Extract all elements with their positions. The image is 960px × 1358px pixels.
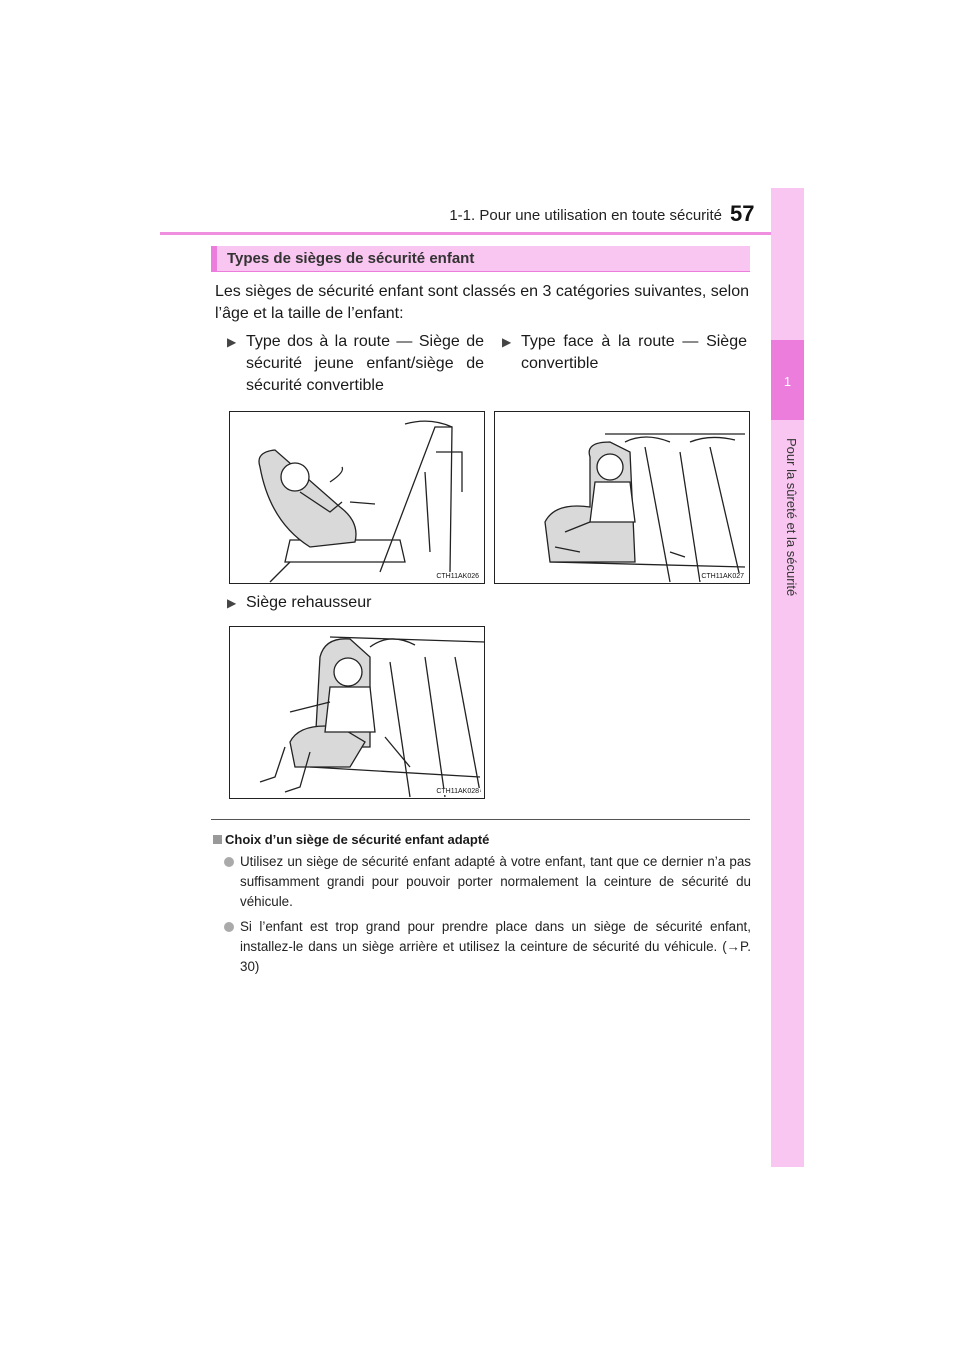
page-number: 57 [730, 201, 755, 226]
illustration-forward-facing-seat [494, 411, 750, 584]
header-section-title: 1-1. Pour une utilisation en toute sécurité [449, 207, 722, 224]
option-caption-rear-facing [227, 331, 484, 397]
section-title-bar [211, 246, 750, 272]
rear-facing-seat-drawing [230, 412, 486, 585]
circle-bullet-icon [224, 922, 234, 932]
option-caption-text: Type dos à la route — Siège de sécurité jeune enfant/siège de sécurité convertible [246, 333, 484, 394]
option-caption-text: Siège rehausseur [246, 594, 372, 611]
subsection-heading-text: Choix d’un siège de sécurité enfant adapté [225, 832, 490, 847]
bullet-text: Si l’enfant est trop grand pour prendre place dans un siège de sécurité enfant, installez-le dans un siège arrière et utilisez la ceinture de sécurité du véhicule. (→P. 30) [240, 919, 751, 974]
triangle-right-icon: ▶ [227, 335, 237, 349]
square-bullet-icon [213, 835, 222, 844]
intro-paragraph: Les sièges de sécurité enfant sont classés en 3 catégories suivantes, selon l’âge et la taille de l’enfant: [215, 283, 749, 322]
body-divider [211, 819, 750, 820]
triangle-right-icon: ▶ [227, 596, 237, 610]
option-caption-forward-facing [502, 331, 747, 375]
chapter-label: Pour la sûreté et la sécurité [784, 438, 799, 597]
bullet-item [224, 852, 751, 912]
illustration-booster-seat [229, 626, 485, 799]
chapter-number: 1 [783, 374, 792, 389]
illustration-rear-facing-seat [229, 411, 485, 584]
chapter-tab-band [771, 188, 804, 1167]
section-title: Types de sièges de sécurité enfant [227, 250, 475, 267]
option-caption-booster [227, 592, 484, 614]
forward-facing-seat-drawing [495, 412, 751, 585]
circle-bullet-icon [224, 857, 234, 867]
section-title-accent [211, 246, 217, 272]
illustration-code: CTH11AK026 [436, 573, 479, 580]
booster-seat-drawing [230, 627, 486, 800]
bullet-item [224, 917, 751, 977]
triangle-right-icon: ▶ [502, 335, 512, 349]
header-rule [160, 232, 803, 235]
subsection-heading [213, 832, 489, 847]
illustration-code: CTH11AK027 [701, 573, 744, 580]
option-caption-text: Type face à la route — Siège convertible [521, 333, 747, 372]
bullet-text: Utilisez un siège de sécurité enfant adapté à votre enfant, tant que ce dernier n’a pas suffisamment grandi pour pouvoir porter normalement la ceinture de sécurité du véhicule. [240, 854, 751, 909]
illustration-code: CTH11AK028 [436, 788, 479, 795]
